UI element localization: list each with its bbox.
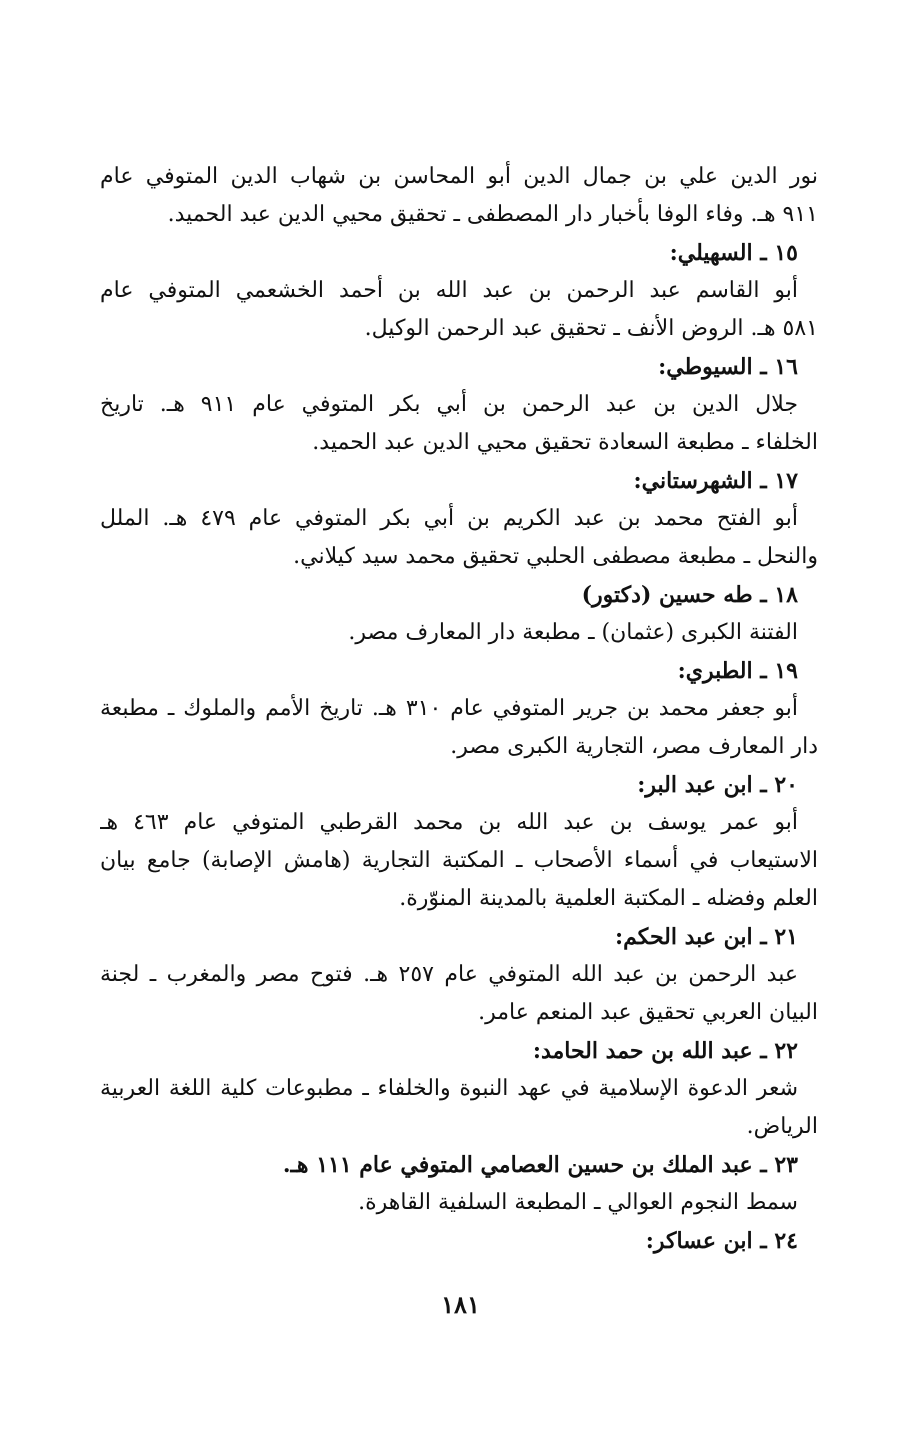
entry-line: شعر الدعوة الإسلامية في عهد النبوة والخلفاء ـ مطبوعات كلية اللغة العربية <box>100 1076 798 1101</box>
entry-line: الخلفاء ـ مطبعة السعادة تحقيق محيي الدين عبد الحميد. <box>312 430 818 455</box>
entry-heading: ١٧ ـ الشهرستاني: <box>633 468 798 494</box>
entry-line: العلم وفضله ـ المكتبة العلمية بالمدينة المنوّرة. <box>399 886 818 911</box>
entry-line: دار المعارف مصر، التجارية الكبرى مصر. <box>450 734 818 759</box>
entry-heading: ٢١ ـ ابن عبد الحكم: <box>615 924 798 950</box>
entry-line: أبو جعفر محمد بن جرير المتوفي عام ٣١٠ هـ. تاريخ الأمم والملوك ـ مطبعة <box>100 696 798 721</box>
entry-line: عبد الرحمن بن عبد الله المتوفي عام ٢٥٧ هـ. فتوح مصر والمغرب ـ لجنة <box>100 962 798 987</box>
page-number: ١٨١ <box>441 1290 480 1319</box>
entry-line: نور الدين علي بن جمال الدين أبو المحاسن بن شهاب الدين المتوفي عام <box>100 164 818 189</box>
entry-heading: ١٥ ـ السهيلي: <box>669 240 798 266</box>
entry-line: أبو القاسم عبد الرحمن بن عبد الله بن أحمد الخشعمي المتوفي عام <box>100 278 798 303</box>
entry-heading: ٢٤ ـ ابن عساكر: <box>645 1228 798 1254</box>
entry-heading: ٢٣ ـ عبد الملك بن حسين العصامي المتوفي عام ١١١ هـ. <box>282 1152 798 1178</box>
entry-line: البيان العربي تحقيق عبد المنعم عامر. <box>478 1000 818 1025</box>
entry-line: جلال الدين بن عبد الرحمن بن أبي بكر المتوفي عام ٩١١ هـ. تاريخ <box>100 392 798 417</box>
entry-line: أبو الفتح محمد بن عبد الكريم بن أبي بكر المتوفي عام ٤٧٩ هـ. الملل <box>100 506 798 531</box>
entry-line: أبو عمر يوسف بن عبد الله بن محمد القرطبي المتوفي عام ٤٦٣ هـ <box>100 810 798 835</box>
entry-line: الفتنة الكبرى (عثمان) ـ مطبعة دار المعارف مصر. <box>348 620 798 645</box>
entry-heading: ٢٠ ـ ابن عبد البر: <box>637 772 798 798</box>
bibliography-page <box>100 158 818 1260</box>
entry-heading: ١٩ ـ الطبري: <box>677 658 798 684</box>
entry-line: سمط النجوم العوالي ـ المطبعة السلفية القاهرة. <box>358 1190 798 1215</box>
entry-line: ٩١١ هـ. وفاء الوفا بأخبار دار المصطفى ـ تحقيق محيي الدين عبد الحميد. <box>167 202 818 227</box>
entry-line: ٥٨١ هـ. الروض الأنف ـ تحقيق عبد الرحمن الوكيل. <box>364 316 818 341</box>
entry-line: الرياض. <box>746 1114 818 1139</box>
entry-heading: ١٨ ـ طه حسين (دكتور) <box>581 582 798 608</box>
entry-line: والنحل ـ مطبعة مصطفى الحلبي تحقيق محمد سيد كيلاني. <box>293 544 818 569</box>
entry-heading: ٢٢ ـ عبد الله بن حمد الحامد: <box>532 1038 798 1064</box>
entry-line: الاستيعاب في أسماء الأصحاب ـ المكتبة التجارية (هامش الإصابة) جامع بيان <box>100 848 818 873</box>
entry-heading: ١٦ ـ السيوطي: <box>658 354 798 380</box>
